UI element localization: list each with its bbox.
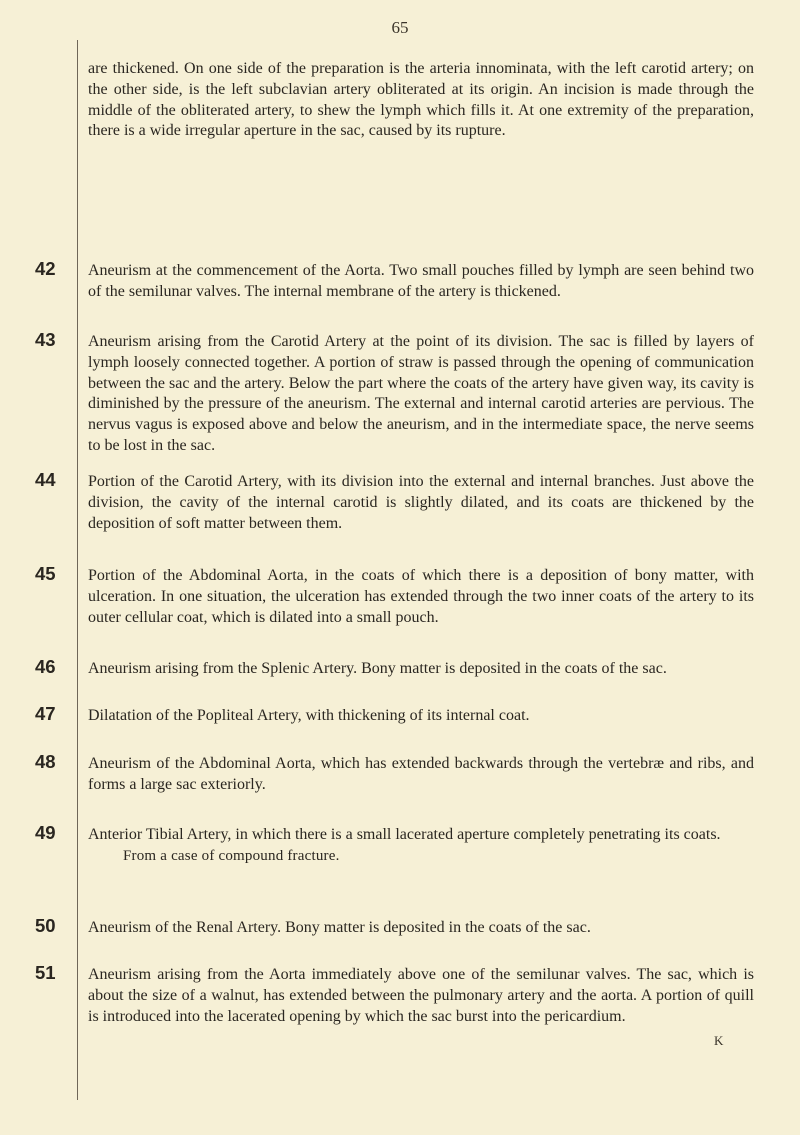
entry-number: 43 [35,329,56,350]
signature-mark: K [714,1033,724,1048]
entry-text: Aneurism arising from the Splenic Artery. Bony matter is deposited in the coats of the sac. [88,660,667,677]
entry-number: 46 [35,656,56,677]
entry-text: Aneurism of the Abdominal Aorta, which has extended backwards through the vertebræ and ribs, and forms a large sac exteriorly. [88,755,754,793]
continuation-paragraph: are thickened. On one side of the preparation is the arteria innominata, with the left carotid artery; on the other side, is the left subclavian artery obliterated at its origin. An incision is made through the middle of the obliterated artery, to shew the lymph which fills it. At one extremity of the preparation, there is a wide irregular aperture in the sac, caused by its rupture. [88,60,754,140]
entry-number: 47 [35,703,56,724]
entry-number: 49 [35,822,56,843]
entry-text-block [88,825,754,867]
entry-text: Aneurism at the commencement of the Aorta. Two small pouches filled by lymph are seen behind two of the semilunar valves. The internal membrane of the artery is thickened. [88,262,754,300]
entry-number: 48 [35,751,56,772]
entry-text: Portion of the Carotid Artery, with its division into the external and internal branches. Just above the division, the cavity of the internal carotid is slightly dilated, and its coats are thickened by the deposition of soft matter between them. [88,473,754,532]
entry-text: Aneurism arising from the Carotid Artery at the point of its division. The sac is filled by layers of lymph loosely connected together. A portion of straw is passed through the opening of communication between the sac and the artery. Below the part where the coats of the artery have given way, its cavity is diminished by the pressure of the aneurism. The external and internal carotid arteries are pervious. The nervus vagus is exposed above and below the aneurism, and in the intermediate space, the nerve seems to be lost in the sac. [88,333,754,454]
entry-number: 50 [35,915,56,936]
margin-rule [77,40,78,1100]
entry-number: 44 [35,469,56,490]
entry-number: 42 [35,258,56,279]
page-number: 65 [391,18,409,37]
entry-text: Aneurism arising from the Aorta immediately above one of the semilunar valves. The sac, which is about the size of a walnut, has extended between the pulmonary artery and the aorta. A portion of quill is introduced into the lacerated opening by which the sac burst into the pericardium. [88,966,754,1025]
entry-text: Dilatation of the Popliteal Artery, with thickening of its internal coat. [88,707,530,724]
entry-text: Portion of the Abdominal Aorta, in the coats of which there is a deposition of bony matter, with ulceration. In one situation, the ulceration has extended through the two inner coats of the artery to its outer cellular coat, which is dilated into a small pouch. [88,567,754,626]
entry-text: Aneurism of the Renal Artery. Bony matter is deposited in the coats of the sac. [88,919,591,936]
entry-note: From a case of compound fracture. [123,847,340,864]
entry-number: 45 [35,563,56,584]
entry-number: 51 [35,962,56,983]
entry-text: Anterior Tibial Artery, in which there is a small lacerated aperture completely penetrating its coats. [88,826,721,843]
